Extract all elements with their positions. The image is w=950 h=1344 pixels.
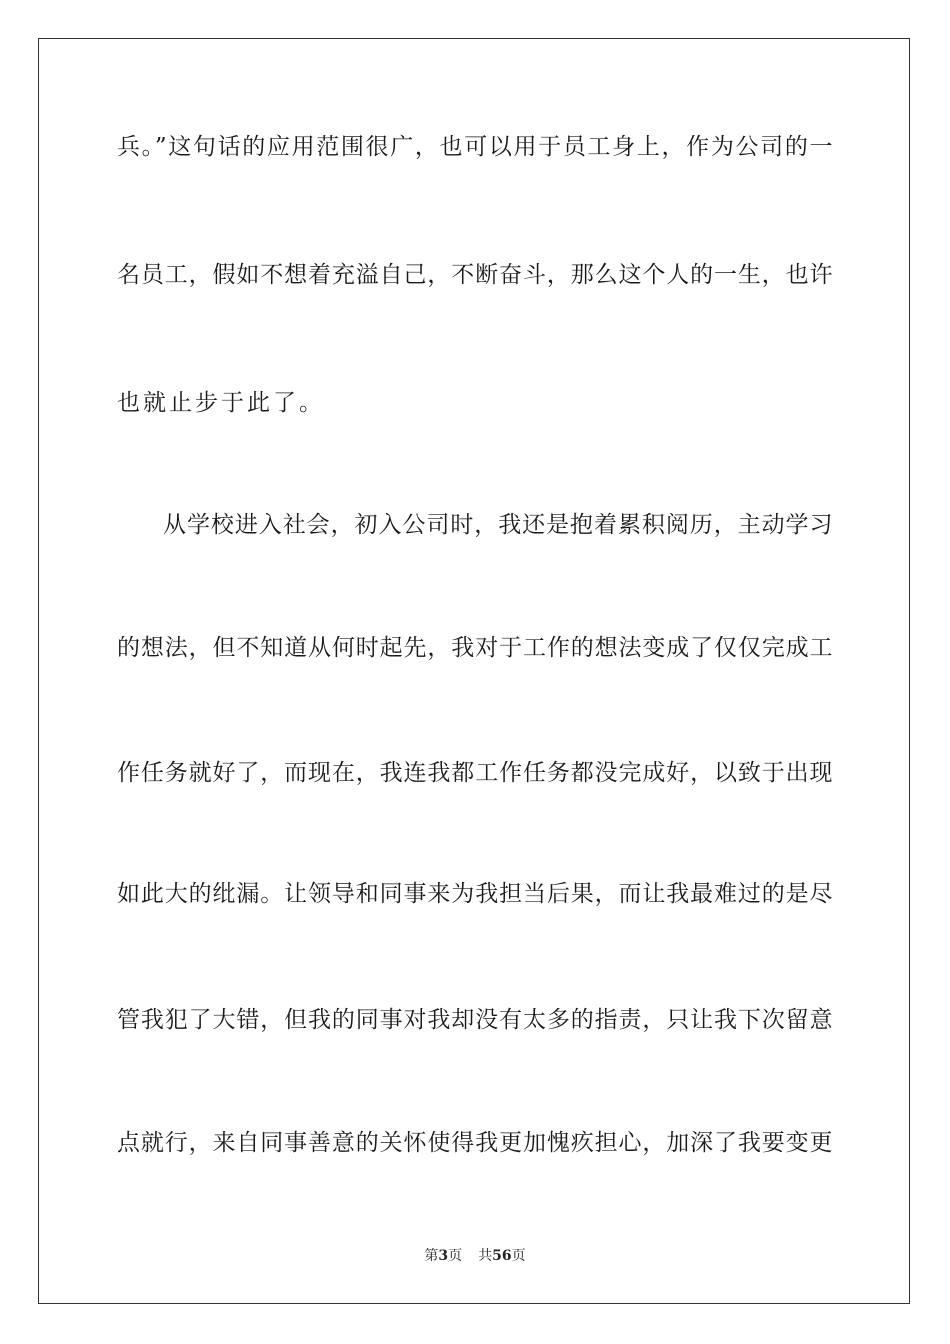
body-line-8: 管我犯了大错，但我的同事对我却没有太多的指责，只让我下次留意	[117, 1007, 833, 1033]
footer-page-suffix: 页	[448, 1248, 463, 1264]
footer-page-number: 3	[438, 1248, 449, 1264]
page-border	[38, 38, 910, 1304]
body-line-9: 点就行，来自同事善意的关怀使得我更加愧疚担心，加深了我要变更	[117, 1130, 833, 1156]
body-line-2: 名员工，假如不想着充溢自己，不断奋斗，那么这个人的一生，也许	[117, 262, 833, 288]
body-line-7: 如此大的纰漏。让领导和同事来为我担当后果，而让我最难过的是尽	[117, 881, 833, 907]
footer-total-prefix: 共	[478, 1248, 493, 1264]
body-line-6: 作任务就好了，而现在，我连我都工作任务都没完成好，以致于出现	[117, 760, 833, 786]
body-line-3: 也就止步于此了。	[117, 390, 325, 416]
body-line-5: 的想法，但不知道从何时起先，我对于工作的想法变成了仅仅完成工	[117, 635, 833, 661]
footer-page-prefix: 第	[424, 1248, 439, 1264]
footer-total-suffix: 页	[511, 1248, 526, 1264]
page-footer	[0, 1246, 950, 1266]
body-line-1: 兵。”这句话的应用范围很广，也可以用于员工身上，作为公司的一	[117, 134, 833, 160]
footer-total-pages: 56	[492, 1248, 512, 1264]
body-line-4: 从学校进入社会，初入公司时，我还是抱着累积阅历，主动学习	[163, 512, 833, 538]
